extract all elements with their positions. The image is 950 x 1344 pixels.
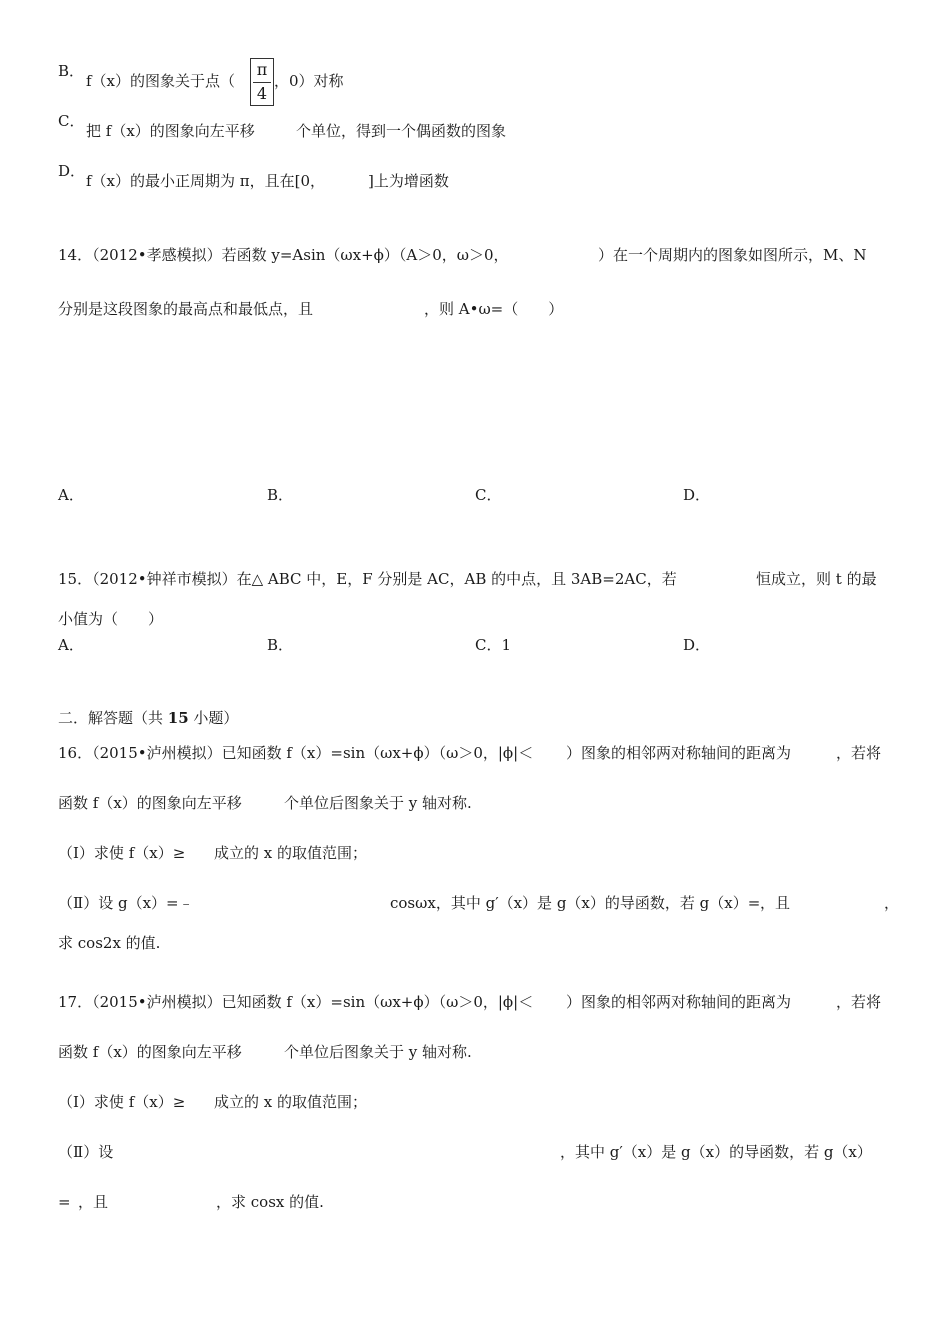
q17-part1: （Ⅰ）求使 f（x）≥ [58,1093,186,1111]
q16-part2-mid: cosωx，其中 g′（x）是 g（x）的导函数，若 g（x）= [390,894,761,912]
section-heading-count: 15 [167,709,189,727]
q17-stem-line2-tail: 个单位后图象关于 y 轴对称. [284,1043,472,1061]
section-heading [58,709,238,727]
q15-stem-line1-tail: 恒成立，则 t 的最 [756,570,877,588]
q16-part2-line2: 求 cos2x 的值. [58,934,161,952]
q15-option-c: C．1 [475,636,512,654]
q17-stem-line1-tail: ，若将 [836,993,882,1011]
fraction-bar [253,82,271,83]
q16-part1: （Ⅰ）求使 f（x）≥ [58,844,186,862]
q14-stem-line2-tail: ，则 A•ω=（ ） [424,300,564,318]
option-b-text-tail: ，0）对称 [274,72,344,90]
option-d-text-tail: ]上为增函数 [368,172,449,190]
fraction-numerator: π [256,60,268,79]
q16-part1-tail: 成立的 x 的取值范围； [214,844,367,862]
option-c-text-tail: 个单位，得到一个偶函数的图象 [296,122,507,140]
q17-stem-line1: 17．（2015•泸州模拟）已知函数 f（x）=sin（ωx+ϕ）（ω＞0，|ϕ|＜ [58,993,534,1011]
q16-stem-line2: 函数 f（x）的图象向左平移 [58,794,242,812]
q14-stem-line1-tail: ）在一个周期内的图象如图所示，M、N [598,246,867,264]
q17-part2-tail: ，其中 g′（x）是 g（x）的导函数，若 g（x） [560,1143,872,1161]
q17-part1-tail: 成立的 x 的取值范围； [214,1093,367,1111]
fraction-pi-over-4 [250,58,274,106]
option-d-label: D． [58,162,86,180]
q14-option-a: A． [58,486,84,504]
q17-part2: （Ⅱ）设 [58,1143,114,1161]
option-c-label: C． [58,112,85,130]
q14-stem-line2: 分别是这段图象的最高点和最低点，且 [58,300,314,318]
option-b-label: B． [58,62,85,80]
section-heading-post: 小题） [188,709,239,727]
q15-stem-line1: 15．（2012•钟祥市模拟）在△ ABC 中，E，F 分别是 AC，AB 的中点，且 3AB=2AC，若 [58,570,677,588]
q14-option-d: D． [683,486,711,504]
q14-option-b: B． [267,486,294,504]
q15-option-b: B． [267,636,294,654]
q17-stem-line1-mid: ）图象的相邻两对称轴间的距离为 [566,993,792,1011]
q15-option-d: D． [683,636,711,654]
q17-part2-line2-and: ，且 [78,1193,109,1211]
option-d-text: f（x）的最小正周期为 π，且在[0， [86,172,326,190]
q14-option-c: C． [475,486,502,504]
q16-part2-comma: ， [884,894,900,912]
option-b-text: f（x）的图象关于点（ [86,72,236,90]
q15-stem-line2: 小值为（ ） [58,610,164,628]
q16-stem-line1-tail: ，若将 [836,744,882,762]
fraction-denominator: 4 [256,84,268,103]
q16-stem-line2-tail: 个单位后图象关于 y 轴对称. [284,794,472,812]
q17-stem-line2: 函数 f（x）的图象向左平移 [58,1043,242,1061]
option-c-text: 把 f（x）的图象向左平移 [86,122,255,140]
q16-part2: （Ⅱ）设 g（x）=﹣ [58,894,194,912]
q17-part2-line2-eq: = [58,1193,71,1211]
q14-stem-line1: 14．（2012•孝感模拟）若函数 y=Asin（ωx+ϕ）（A＞0，ω＞0， [58,246,509,264]
q16-part2-and: ，且 [760,894,791,912]
q17-part2-line2-tail: ，求 cosx 的值. [216,1193,324,1211]
q16-stem-line1: 16．（2015•泸州模拟）已知函数 f（x）=sin（ωx+ϕ）（ω＞0，|ϕ|＜ [58,744,534,762]
q15-option-a: A． [58,636,84,654]
section-heading-pre: 二．解答题（共 [58,709,168,727]
q16-stem-line1-mid: ）图象的相邻两对称轴间的距离为 [566,744,792,762]
